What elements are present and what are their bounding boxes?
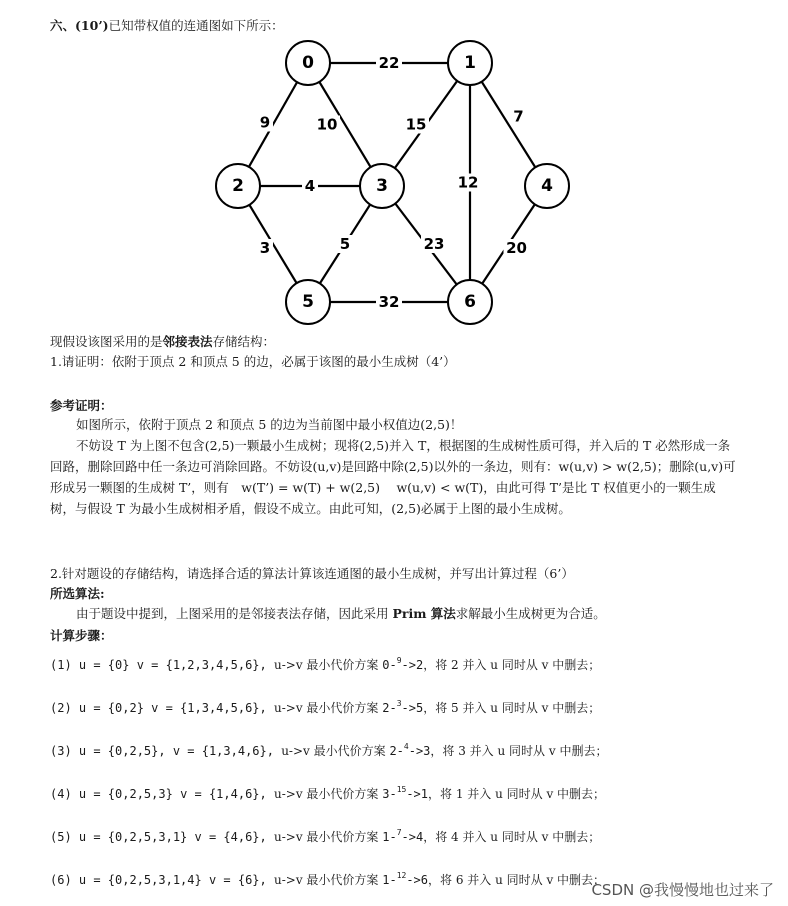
algo-pre: 由于题设中提到，上图采用的是邻接表法存储，因此采用 (76, 606, 393, 621)
step-from: 2- (382, 701, 397, 715)
step-v: v = {4,6}, (194, 830, 274, 844)
step-weight: 15 (396, 785, 407, 794)
algo-post: 求解最小生成树更为合适。 (455, 606, 606, 621)
step-weight: 3 (396, 699, 402, 708)
step-v: v = {1,3,4,5,6}, (151, 701, 274, 715)
step-tail: ，将 6 并入 u 同时从 v 中删去； (428, 873, 606, 887)
watermark: CSDN @我慢慢地也过来了 (591, 881, 774, 899)
step-4 (50, 785, 605, 802)
intro-pre: 现假设该图采用的是 (50, 334, 163, 349)
step-to: ->5 (401, 701, 424, 715)
step-to: ->4 (401, 830, 424, 844)
heading-points: (10’) (75, 18, 109, 33)
weighted-graph (200, 30, 590, 330)
step-mid: u->v 最小代价方案 (273, 787, 383, 801)
steps-title: 计算步骤： (50, 628, 113, 643)
step-num: (1) (50, 658, 79, 672)
step-from: 1- (382, 873, 397, 887)
vertex-2 (216, 164, 260, 208)
step-v: v = {1,4,6}, (180, 787, 274, 801)
edge-weight-2-3: 4 (304, 177, 316, 195)
heading-prefix: 六、 (50, 18, 76, 33)
step-1 (50, 656, 600, 673)
step-from: 1- (382, 830, 397, 844)
question-1: 1.请证明：依附于顶点 2 和顶点 5 的边，必属于该图的最小生成树（4’） (50, 354, 456, 369)
vertex-6 (448, 280, 492, 324)
algorithm-text (50, 603, 740, 624)
edge-weight-0-1: 22 (378, 54, 400, 72)
step-mid: u->v 最小代价方案 (273, 830, 383, 844)
vertex-label: 2 (232, 176, 244, 196)
question-2: 2.针对题设的存储结构，请选择合适的算法计算该连通图的最小生成树，并写出计算过程（6’） (50, 566, 574, 581)
step-u: u = {0,2,5}, (78, 744, 173, 758)
edge-weight-0-3: 10 (316, 115, 338, 134)
vertex-label: 0 (302, 53, 314, 73)
step-v: v = {1,2,3,4,5,6}, (136, 658, 274, 672)
step-mid: u->v 最小代价方案 (273, 873, 383, 887)
step-u: u = {0,2,5,3} (78, 787, 181, 801)
step-to: ->1 (406, 787, 429, 801)
step-u: u = {0,2,5,3,1} (78, 830, 195, 844)
step-from: 0- (382, 658, 397, 672)
edge-weight-2-5: 3 (259, 239, 271, 257)
edge-weight-5-6: 32 (378, 293, 400, 311)
edge-weight-1-4: 7 (513, 107, 524, 126)
step-num: (2) (50, 701, 79, 715)
edge-weight-3-6: 23 (423, 235, 445, 253)
vertex-1 (448, 41, 492, 85)
step-weight: 4 (403, 742, 409, 751)
intro-post: 存储结构： (212, 334, 276, 349)
step-num: (3) (50, 744, 79, 758)
step-weight: 12 (396, 871, 407, 880)
proof-paragraph-1: 如图所示，依附于顶点 2 和顶点 5 的边为当前图中最小权值边(2,5)！ (76, 417, 463, 432)
vertex-4 (525, 164, 569, 208)
step-to: ->2 (401, 658, 424, 672)
step-num: (4) (50, 787, 79, 801)
step-mid: u->v 最小代价方案 (273, 701, 383, 715)
step-num: (5) (50, 830, 79, 844)
edge-weight-3-5: 5 (339, 235, 351, 253)
vertex-label: 1 (464, 53, 476, 73)
step-6 (50, 871, 605, 888)
edge-weight-1-3: 15 (405, 115, 427, 134)
step-tail: ，将 3 并入 u 同时从 v 中删去； (430, 744, 608, 758)
step-tail: ，将 4 并入 u 同时从 v 中删去； (423, 830, 601, 844)
step-from: 3- (382, 787, 397, 801)
algorithm-title: 所选算法: (50, 586, 105, 601)
vertex-label: 3 (376, 176, 388, 196)
vertex-label: 4 (541, 176, 553, 196)
step-mid: u->v 最小代价方案 (281, 744, 390, 758)
step-3 (50, 742, 607, 759)
step-u: u = {0} (78, 658, 137, 672)
step-tail: ，将 1 并入 u 同时从 v 中删去； (428, 787, 606, 801)
edge-weight-0-2: 9 (259, 113, 271, 132)
vertex-5 (286, 280, 330, 324)
step-tail: ，将 5 并入 u 同时从 v 中删去； (423, 701, 601, 715)
step-u: u = {0,2,5,3,1,4} (78, 873, 209, 887)
step-num: (6) (50, 873, 79, 887)
step-weight: 7 (396, 828, 402, 837)
step-to: ->6 (406, 873, 429, 887)
step-u: u = {0,2} (78, 701, 152, 715)
edge-weight-4-6: 20 (506, 239, 527, 257)
vertex-label: 6 (464, 292, 476, 312)
vertex-label: 5 (302, 292, 314, 312)
step-tail: ，将 2 并入 u 同时从 v 中删去； (423, 658, 601, 672)
step-from: 2- (389, 744, 404, 758)
proof-paragraph-2: 不妨设 T 为上图不包含(2,5)一颗最小生成树；现将(2,5)并入 T，根据图的生成树性质可得，并入后的 T 必然形成一条回路，删除回路中任一条边可消除回路。不妨设(u,v)是回路中除(2,5)以外的一条边，则有：w(u,v) > w(2,5)；删除(u,v)可形成另一颗图的生成树 T’，则有 w(T’) = w(T) + w(2,5) w(u,v) < w(T)，由此可得 T’是比 T 权值更小的一颗生成树，与假设 T 为最小生成树相矛盾，假设不成立。由此可知，(2,5)必属于上图的最小生成树。 (50, 438, 736, 516)
step-2 (50, 699, 600, 716)
intro-bold: 邻接表法 (162, 334, 213, 349)
step-v: v = {6}, (208, 873, 274, 887)
vertex-0 (286, 41, 330, 85)
algo-bold: Prim 算法 (392, 606, 456, 621)
step-5 (50, 828, 600, 845)
step-mid: u->v 最小代价方案 (273, 658, 383, 672)
vertex-3 (360, 164, 404, 208)
step-v: v = {1,3,4,6}, (172, 744, 282, 758)
storage-intro (50, 334, 275, 350)
step-weight: 9 (396, 656, 402, 665)
heading-text: 已知带权值的连通图如下所示： (108, 18, 284, 33)
edge-weight-1-6: 12 (457, 173, 479, 192)
proof-title: 参考证明： (50, 398, 113, 413)
step-to: ->3 (408, 744, 431, 758)
